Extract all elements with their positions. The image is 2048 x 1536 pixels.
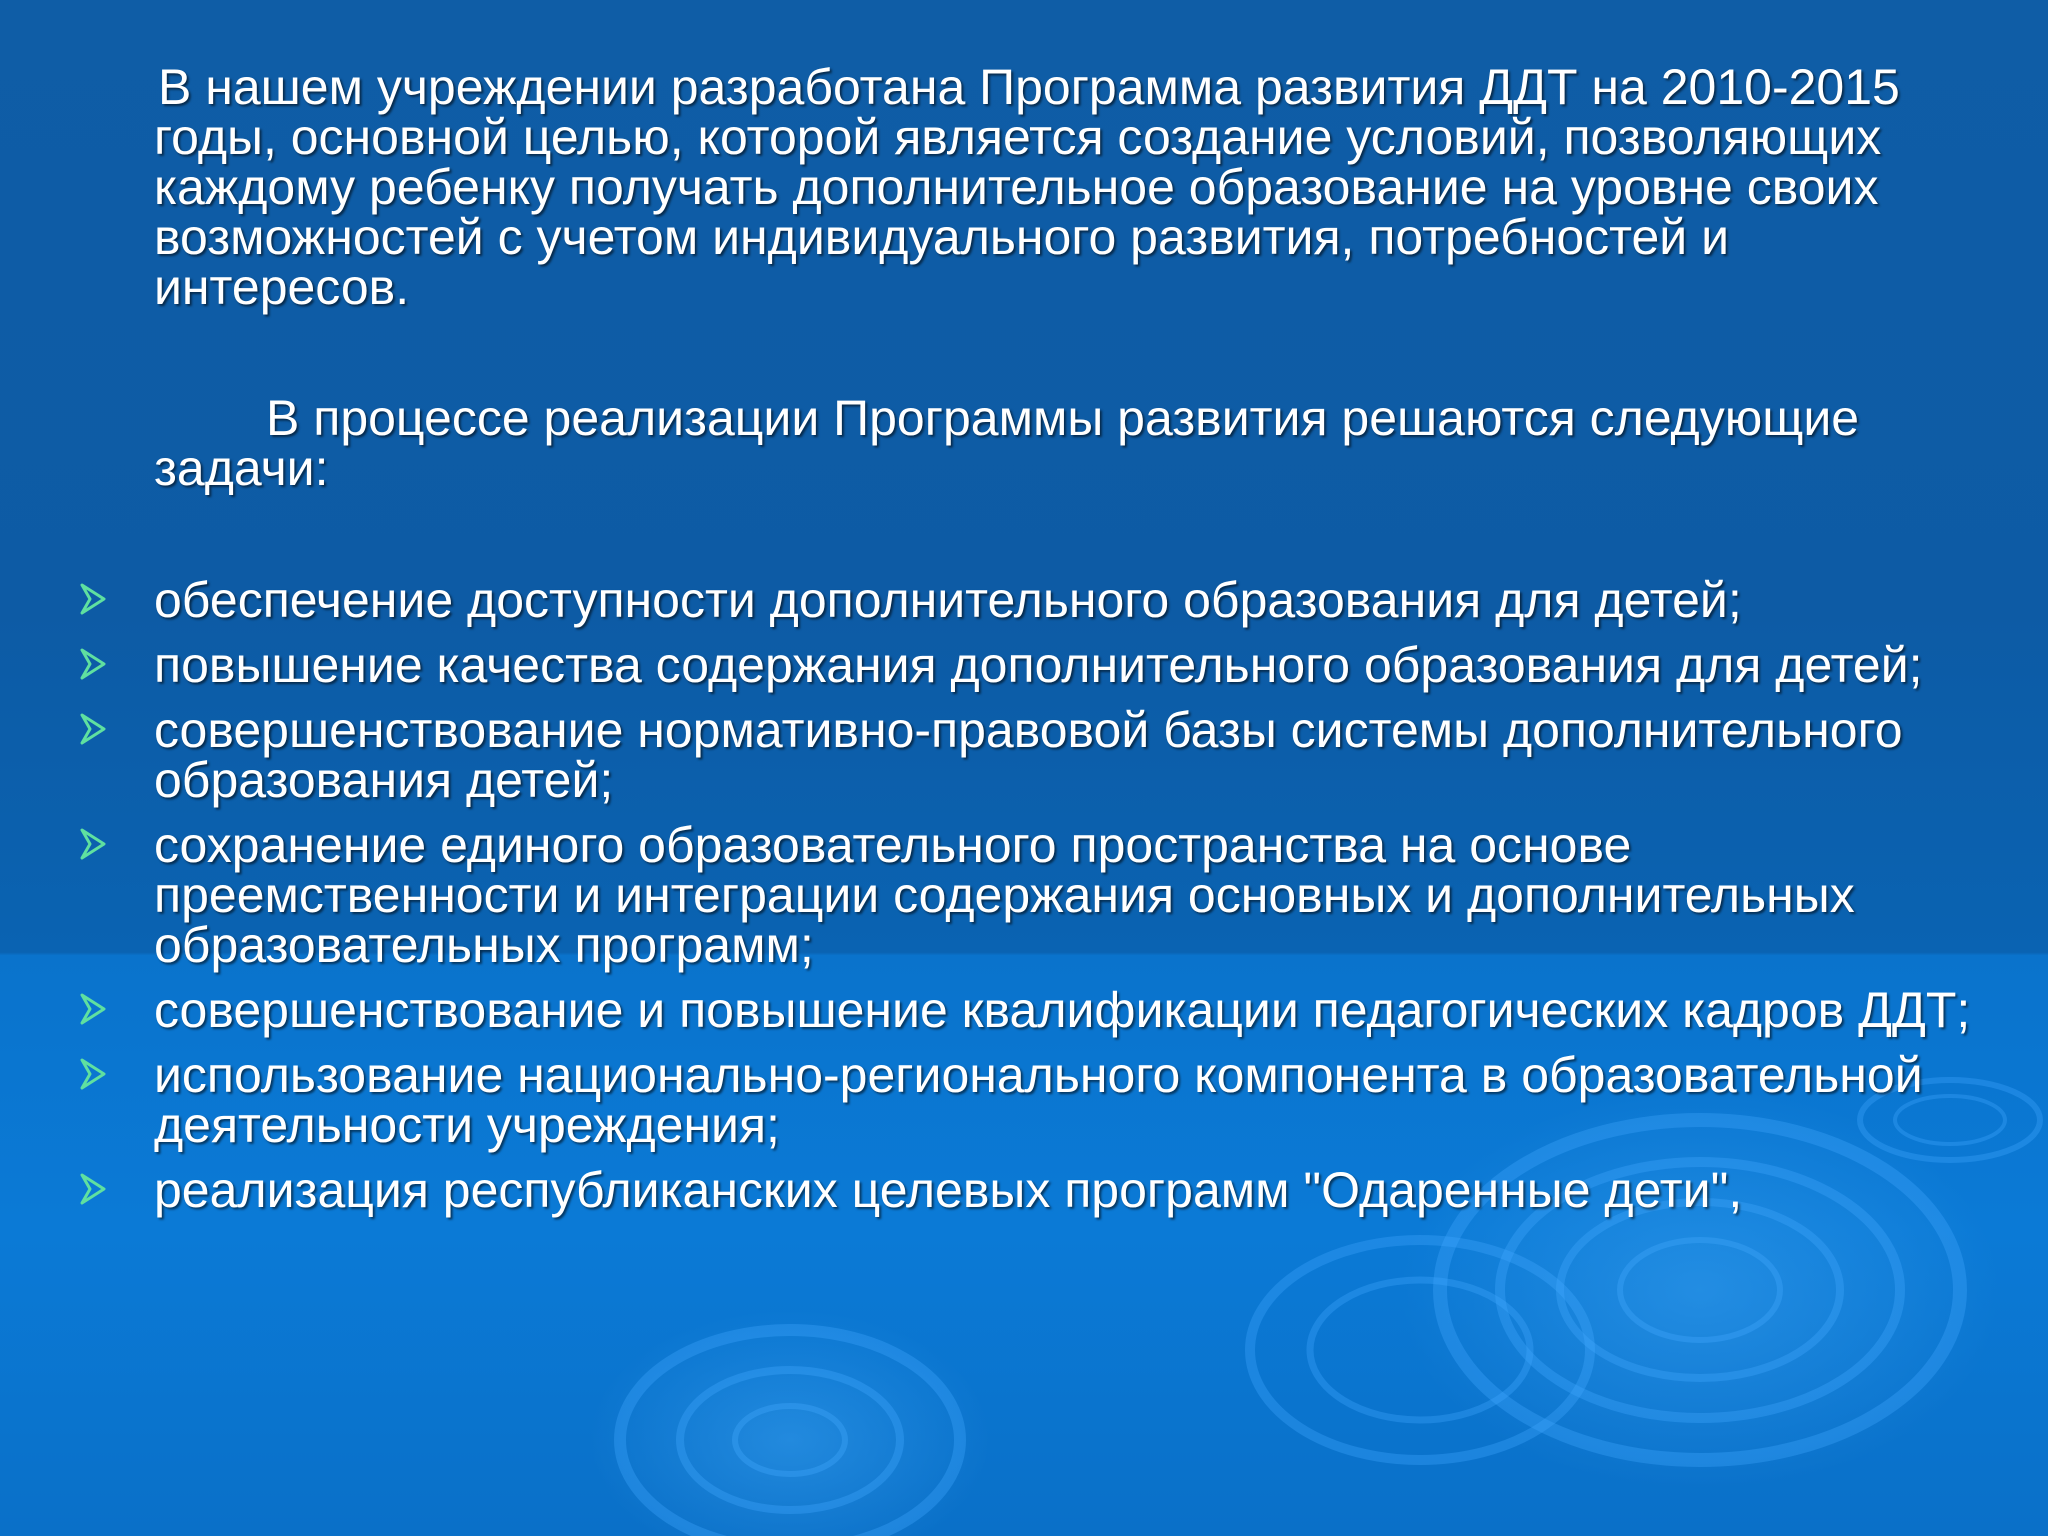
arrowhead-bullet-icon [80,989,108,1029]
list-item [0,817,2048,973]
task-text: повышение качества содержания дополнительного образования для детей; [154,637,1923,693]
list-item [0,637,2048,693]
tasks-list [0,572,2048,1230]
list-item [0,1047,2048,1153]
tasks-intro-paragraph [154,390,1994,496]
intro-paragraph [154,59,1994,315]
task-text: обеспечение доступности дополнительного образования для детей; [154,572,1742,628]
intro-paragraph-text: В нашем учреждении разработана Программа развития ДДТ на 2010-2015 годы, основной целью, которой является создание условий, позволяющих каждому ребенку получать дополнительное образование на уровне своих возможностей с учетом индивидуального развития, потребностей и интересов. [154,59,1900,315]
arrowhead-bullet-icon [80,1169,108,1209]
list-item [0,572,2048,628]
list-item [0,1162,2048,1218]
list-item [0,982,2048,1038]
task-text: совершенствование нормативно-правовой базы системы дополнительного образования детей; [154,702,1903,808]
list-item [0,702,2048,808]
arrowhead-bullet-icon [80,824,108,864]
task-text: сохранение единого образовательного пространства на основе преемственности и интеграции содержания основных и дополнительных образовательных программ; [154,817,1855,973]
task-text: реализация республиканских целевых программ "Одаренные дети", [154,1162,1743,1218]
task-text: совершенствование и повышение квалификации педагогических кадров ДДТ; [154,982,1971,1038]
arrowhead-bullet-icon [80,579,108,619]
arrowhead-bullet-icon [80,1054,108,1094]
arrowhead-bullet-icon [80,709,108,749]
tasks-intro-text: В процессе реализации Программы развития решаются следующие задачи: [154,390,1860,496]
task-text: использование национально-регионального компонента в образовательной деятельности учреждения; [154,1047,1923,1153]
arrowhead-bullet-icon [80,644,108,684]
